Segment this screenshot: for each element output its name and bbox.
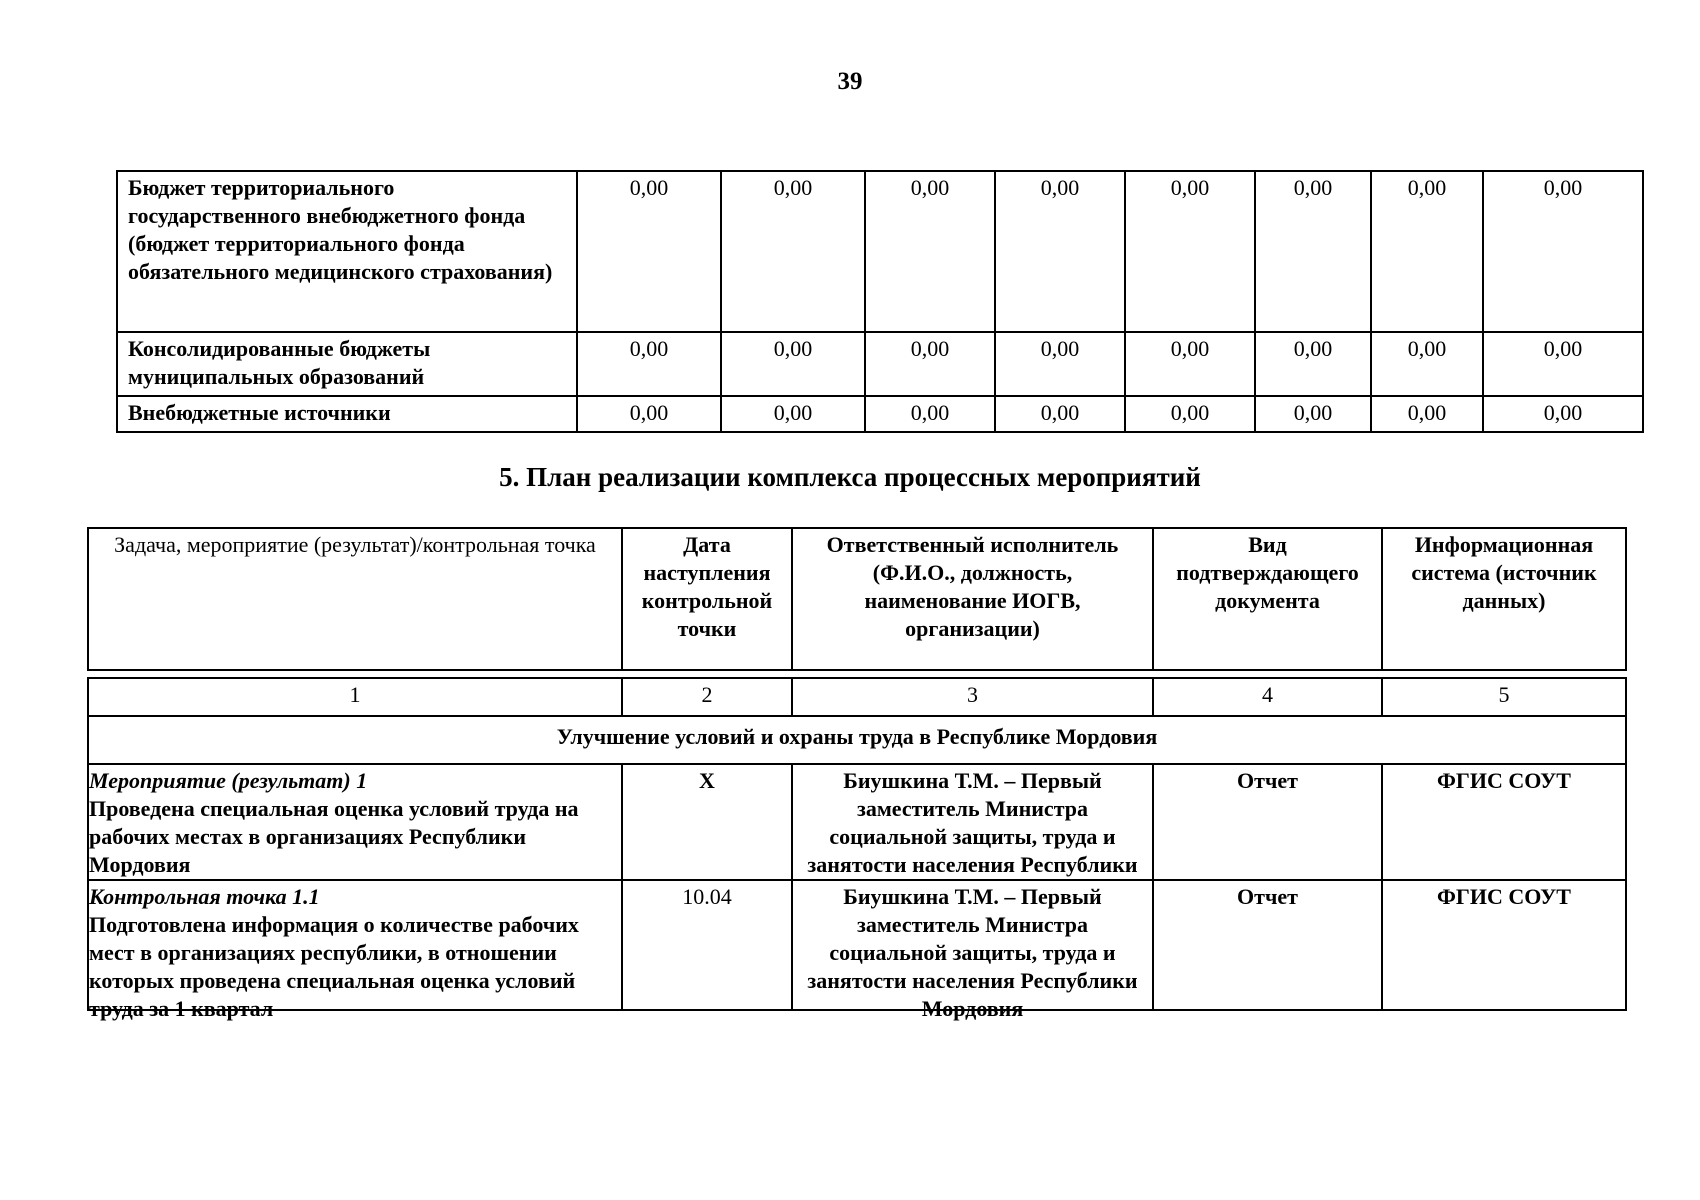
- budget-value: 0,00: [721, 332, 865, 396]
- budget-value: 0,00: [1125, 332, 1255, 396]
- header-date: Дата наступления контрольной точки: [622, 528, 792, 670]
- task-kind: Мероприятие (результат) 1: [89, 768, 368, 793]
- table-row: [88, 880, 1626, 1010]
- subheading: Улучшение условий и охраны труда в Республике Мордовия: [88, 716, 1626, 764]
- date-cell: X: [622, 764, 792, 880]
- column-number: 4: [1153, 678, 1382, 716]
- column-number: 5: [1382, 678, 1626, 716]
- budget-value: 0,00: [1255, 396, 1371, 432]
- budget-source: Консолидированные бюджеты муниципальных образований: [117, 332, 577, 396]
- budget-value: 0,00: [1125, 396, 1255, 432]
- task-kind: Контрольная точка 1.1: [89, 884, 320, 909]
- header-document: Вид подтверждающего документа: [1153, 528, 1382, 670]
- budget-source: Бюджет территориального государственного внебюджетного фонда (бюджет территориального фонда обязательного медицинского страхования): [117, 171, 577, 332]
- header-task: Задача, мероприятие (результат)/контрольная точка: [88, 528, 622, 670]
- budget-value: 0,00: [577, 171, 721, 332]
- budget-value: 0,00: [1483, 332, 1643, 396]
- page-number: 39: [837, 68, 863, 95]
- column-number: 1: [88, 678, 622, 716]
- budget-value: 0,00: [1125, 171, 1255, 332]
- budget-value: 0,00: [1255, 171, 1371, 332]
- document-cell: Отчет: [1153, 880, 1382, 1010]
- budget-value: 0,00: [995, 171, 1125, 332]
- budget-value: 0,00: [1483, 396, 1643, 432]
- budget-value: 0,00: [865, 332, 995, 396]
- responsible-cell: [792, 880, 1153, 1021]
- task-cell: [88, 880, 622, 1021]
- budget-value: 0,00: [721, 396, 865, 432]
- header-responsible: Ответственный исполнитель (Ф.И.О., должность, наименование ИОГВ, организации): [792, 528, 1153, 670]
- plan-header-table: [87, 527, 1627, 671]
- budget-row: [117, 332, 1643, 396]
- task-text: Проведена специальная оценка условий труда на рабочих местах в организациях Республики Мордовия: [89, 796, 579, 877]
- budget-value: 0,00: [577, 332, 721, 396]
- budget-value: 0,00: [1371, 396, 1483, 432]
- plan-header-row: [88, 528, 1626, 670]
- table-row: [88, 764, 1626, 880]
- system-cell: ФГИС СОУТ: [1382, 880, 1626, 1010]
- responsible-text: Биушкина Т.М. – Первый заместитель Министра социальной защиты, труда и занятости населения Республики Мордовия: [807, 884, 1138, 1021]
- budget-table: [116, 170, 1644, 433]
- section-title: 5. План реализации комплекса процессных мероприятий: [499, 462, 1201, 492]
- budget-source: Внебюджетные источники: [117, 396, 577, 432]
- budget-row: [117, 396, 1643, 432]
- system-cell: ФГИС СОУТ: [1382, 764, 1626, 880]
- budget-value: 0,00: [865, 396, 995, 432]
- plan-body-table: [87, 677, 1627, 1021]
- budget-value: 0,00: [721, 171, 865, 332]
- date-cell: 10.04: [622, 880, 792, 1010]
- budget-value: 0,00: [1255, 332, 1371, 396]
- subheading-row: [88, 716, 1626, 764]
- task-cell: [88, 764, 622, 880]
- budget-value: 0,00: [995, 396, 1125, 432]
- budget-value: 0,00: [1483, 171, 1643, 332]
- budget-value: 0,00: [865, 171, 995, 332]
- budget-row: [117, 171, 1643, 332]
- column-number: 2: [622, 678, 792, 716]
- budget-value: 0,00: [577, 396, 721, 432]
- budget-value: 0,00: [995, 332, 1125, 396]
- column-number: 3: [792, 678, 1153, 716]
- budget-value: 0,00: [1371, 332, 1483, 396]
- responsible-cell: Биушкина Т.М. – Первый заместитель Министра социальной защиты, труда и занятости населения Республики: [792, 764, 1153, 880]
- column-numbers-row: [88, 678, 1626, 716]
- document-cell: Отчет: [1153, 764, 1382, 880]
- budget-value: 0,00: [1371, 171, 1483, 332]
- task-text: Подготовлена информация о количестве рабочих мест в организациях республики, в отношении которых проведена специальная оценка условий труда за 1 квартал: [89, 912, 579, 1021]
- header-system: Информационная система (источник данных): [1382, 528, 1626, 670]
